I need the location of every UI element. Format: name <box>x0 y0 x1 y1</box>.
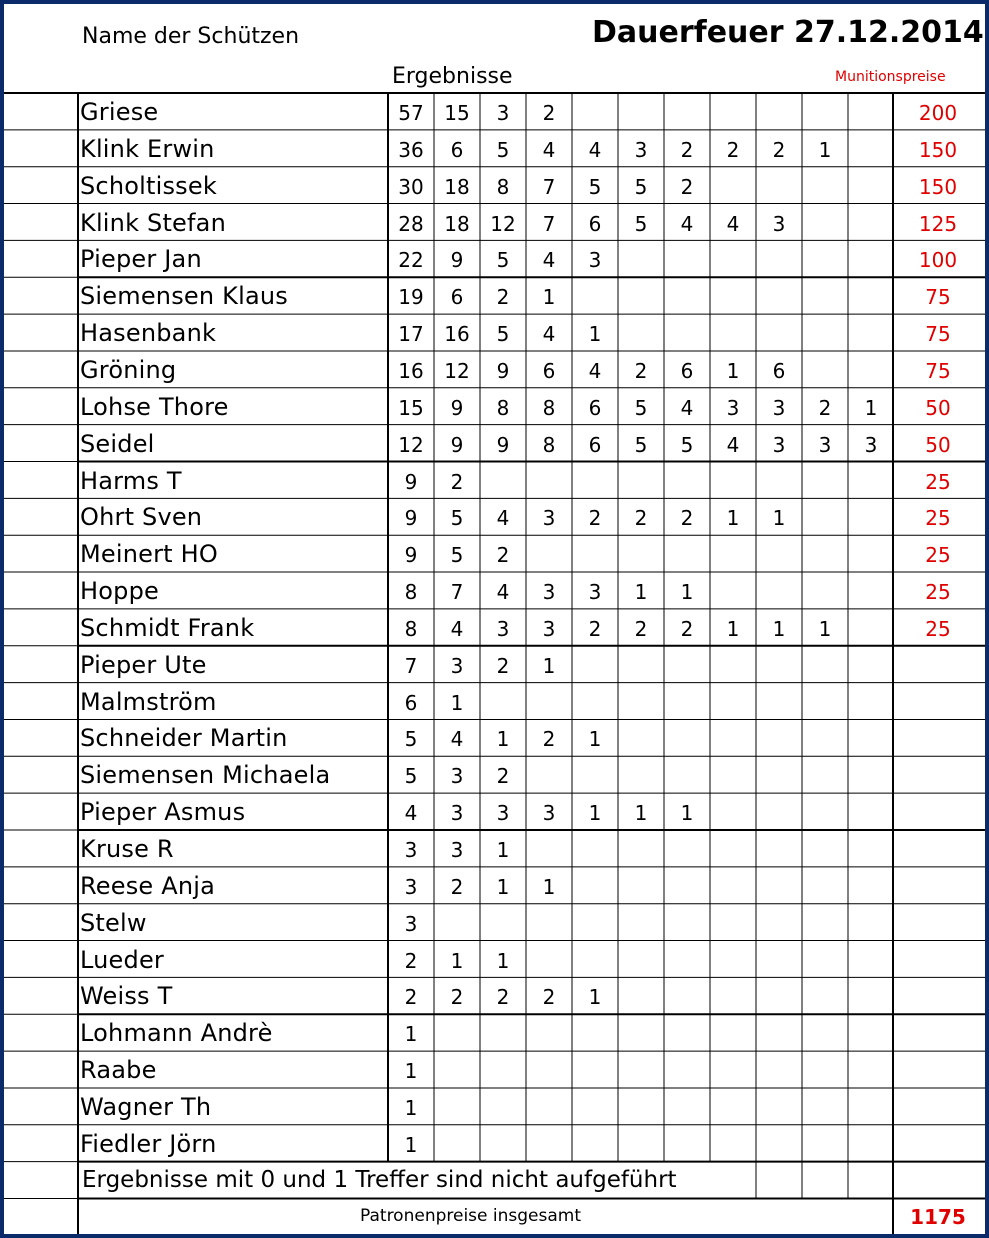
shooter-name: Reese Anja <box>80 871 216 900</box>
score-cell: 3 <box>404 911 418 936</box>
shooter-name: Klink Stefan <box>80 208 226 237</box>
score-cell: 4 <box>496 580 510 605</box>
score-cell: 4 <box>496 506 510 531</box>
score-cell: 2 <box>404 985 418 1010</box>
score-cell: 4 <box>542 137 556 162</box>
score-cell: 8 <box>542 432 556 457</box>
score-cell: 5 <box>496 137 510 162</box>
score-cell: 1 <box>634 580 648 605</box>
score-cell: 1 <box>818 616 832 641</box>
score-cell: 18 <box>444 211 470 236</box>
ammo-price: 75 <box>925 285 951 310</box>
score-cell: 3 <box>450 801 464 826</box>
score-cell: 5 <box>404 764 418 789</box>
total-label: Patronenpreise insgesamt <box>360 1205 582 1226</box>
score-cell: 1 <box>542 285 556 310</box>
score-cell: 4 <box>542 248 556 273</box>
score-cell: 2 <box>818 395 832 420</box>
score-cell: 1 <box>772 616 786 641</box>
score-cell: 5 <box>450 543 464 568</box>
score-cell: 9 <box>496 432 510 457</box>
score-cell: 2 <box>496 985 510 1010</box>
score-cell: 12 <box>444 358 470 383</box>
score-cell: 1 <box>588 801 602 826</box>
shooter-name: Weiss T <box>80 982 173 1011</box>
score-cell: 1 <box>588 985 602 1010</box>
score-cell: 5 <box>634 211 648 236</box>
score-cell: 1 <box>634 801 648 826</box>
score-cell: 16 <box>444 322 470 347</box>
score-cell: 5 <box>588 174 602 199</box>
shooter-name: Pieper Jan <box>80 245 202 274</box>
score-cell: 1 <box>542 874 556 899</box>
shooter-name: Lohmann Andrè <box>80 1019 273 1048</box>
score-cell: 4 <box>450 616 464 641</box>
shooter-name: Schneider Martin <box>80 724 288 753</box>
score-cell: 2 <box>680 137 694 162</box>
score-cell: 3 <box>726 395 740 420</box>
score-cell: 6 <box>542 358 556 383</box>
score-cell: 5 <box>496 248 510 273</box>
score-cell: 1 <box>726 616 740 641</box>
score-cell: 2 <box>496 543 510 568</box>
score-cell: 15 <box>444 101 470 125</box>
shooter-name: Siemensen Klaus <box>80 282 288 311</box>
score-cell: 3 <box>404 874 418 899</box>
score-cell: 36 <box>398 137 424 162</box>
score-cell: 1 <box>404 1022 418 1047</box>
score-cell: 2 <box>542 727 556 752</box>
score-cell: 3 <box>450 764 464 789</box>
ammo-price: 25 <box>925 506 951 531</box>
score-cell: 1 <box>404 1059 418 1084</box>
score-cell: 3 <box>450 653 464 678</box>
score-cell: 9 <box>496 358 510 383</box>
score-cell: 1 <box>588 322 602 347</box>
score-cell: 6 <box>680 358 694 383</box>
score-cell: 1 <box>588 727 602 752</box>
ammo-price: 50 <box>925 395 951 420</box>
ammo-price: 75 <box>925 358 951 383</box>
score-cell: 6 <box>450 285 464 310</box>
score-cell: 3 <box>450 838 464 862</box>
score-cell: 2 <box>450 874 464 899</box>
score-cell: 9 <box>450 432 464 457</box>
shooter-name: Wagner Th <box>80 1092 212 1121</box>
shooter-name: Lueder <box>80 945 164 974</box>
score-cell: 18 <box>444 174 470 199</box>
score-cell: 4 <box>726 432 740 457</box>
score-cell: 1 <box>404 1132 418 1157</box>
ammo-price: 150 <box>918 174 958 199</box>
shooter-name: Malmström <box>80 687 217 716</box>
score-cell: 5 <box>404 727 418 752</box>
score-cell: 5 <box>634 432 648 457</box>
score-cell: 5 <box>496 322 510 347</box>
shooter-name: Hoppe <box>80 577 159 606</box>
score-cell: 22 <box>398 248 424 273</box>
score-cell: 9 <box>450 395 464 420</box>
ammo-price: 25 <box>925 616 951 641</box>
score-cell: 2 <box>772 137 786 162</box>
score-cell: 2 <box>450 985 464 1010</box>
score-cell: 19 <box>398 285 424 310</box>
score-cell: 1 <box>450 690 464 715</box>
score-cell: 12 <box>490 211 516 236</box>
score-cell: 6 <box>450 137 464 162</box>
score-cell: 17 <box>398 322 424 347</box>
shooter-name: Scholtissek <box>80 171 217 200</box>
score-cell: 8 <box>404 616 418 641</box>
shooter-name: Lohse Thore <box>80 392 229 421</box>
score-cell: 8 <box>496 395 510 420</box>
score-cell: 1 <box>680 801 694 826</box>
ammo-price: 50 <box>925 432 951 457</box>
shooter-name: Siemensen Michaela <box>80 761 331 790</box>
ammo-price: 100 <box>918 248 958 273</box>
score-cell: 4 <box>680 395 694 420</box>
total-value: 1175 <box>910 1204 966 1229</box>
score-cell: 7 <box>450 580 464 605</box>
score-cell: 4 <box>726 211 740 236</box>
score-cell: 4 <box>680 211 694 236</box>
score-cell: 1 <box>726 358 740 383</box>
shooter-name: Stelw <box>80 908 147 937</box>
score-cell: 4 <box>450 727 464 752</box>
score-cell: 8 <box>496 174 510 199</box>
page-title: Dauerfeuer 27.12.2014 <box>592 15 984 50</box>
score-cell: 2 <box>542 101 556 125</box>
score-cell: 3 <box>772 211 786 236</box>
score-cell: 3 <box>542 580 556 605</box>
score-cell: 16 <box>398 358 424 383</box>
score-cell: 30 <box>398 174 424 199</box>
score-cell: 2 <box>588 616 602 641</box>
ammo-price: 25 <box>925 580 951 605</box>
score-cell: 2 <box>588 506 602 531</box>
shooter-name: Harms T <box>80 466 182 495</box>
score-cell: 57 <box>398 101 424 125</box>
score-cell: 9 <box>450 248 464 273</box>
score-cell: 5 <box>634 174 648 199</box>
score-cell: 2 <box>404 948 418 973</box>
score-cell: 3 <box>772 432 786 457</box>
score-cell: 9 <box>404 469 418 494</box>
shooter-name: Fiedler Jörn <box>80 1129 217 1158</box>
score-cell: 4 <box>404 801 418 826</box>
score-cell: 3 <box>588 248 602 273</box>
score-cell: 8 <box>404 580 418 605</box>
score-cell: 8 <box>542 395 556 420</box>
shooter-name: Gröning <box>80 355 177 384</box>
shooter-name: Pieper Asmus <box>80 798 246 827</box>
ammo-price: 25 <box>925 543 951 568</box>
results-column-header: Ergebnisse <box>392 64 513 89</box>
score-cell: 2 <box>680 506 694 531</box>
score-cell: 3 <box>772 395 786 420</box>
score-cell: 6 <box>588 211 602 236</box>
score-cell: 28 <box>398 211 424 236</box>
score-cell: 1 <box>496 727 510 752</box>
score-cell: 2 <box>726 137 740 162</box>
shooter-name: Schmidt Frank <box>80 613 255 642</box>
ammo-price-column-header: Munitionspreise <box>835 69 946 85</box>
shooter-name: Hasenbank <box>80 319 217 348</box>
score-cell: 2 <box>450 469 464 494</box>
score-cell: 2 <box>634 506 648 531</box>
score-cell: 3 <box>496 101 510 125</box>
score-cell: 3 <box>404 838 418 862</box>
footer-note: Ergebnisse mit 0 und 1 Treffer sind nicht aufgeführt <box>82 1166 677 1193</box>
score-cell: 15 <box>398 395 424 420</box>
ammo-price: 200 <box>918 101 958 125</box>
score-cell: 5 <box>680 432 694 457</box>
ammo-price: 75 <box>925 322 951 347</box>
score-cell: 2 <box>496 285 510 310</box>
score-cell: 3 <box>542 801 556 826</box>
score-cell: 12 <box>398 432 424 457</box>
score-cell: 3 <box>634 137 648 162</box>
score-cell: 4 <box>542 322 556 347</box>
score-cell: 6 <box>404 690 418 715</box>
ammo-price: 125 <box>918 211 958 236</box>
score-cell: 3 <box>864 432 878 457</box>
score-cell: 4 <box>588 137 602 162</box>
score-cell: 2 <box>496 653 510 678</box>
score-cell: 2 <box>542 985 556 1010</box>
score-cell: 1 <box>496 874 510 899</box>
score-cell: 2 <box>680 616 694 641</box>
shooter-name: Ohrt Sven <box>80 503 203 532</box>
score-cell: 3 <box>588 580 602 605</box>
score-cell: 6 <box>588 432 602 457</box>
score-cell: 3 <box>818 432 832 457</box>
score-cell: 9 <box>404 506 418 531</box>
score-cell: 3 <box>496 801 510 826</box>
score-cell: 1 <box>772 506 786 531</box>
score-cell: 1 <box>680 580 694 605</box>
ammo-price: 150 <box>918 137 958 162</box>
score-cell: 1 <box>726 506 740 531</box>
score-cell: 1 <box>496 948 510 973</box>
score-cell: 1 <box>542 653 556 678</box>
names-column-header: Name der Schützen <box>82 24 300 49</box>
score-cell: 7 <box>542 174 556 199</box>
ammo-price: 25 <box>925 469 951 494</box>
score-cell: 1 <box>404 1095 418 1120</box>
score-cell: 2 <box>496 764 510 789</box>
score-cell: 4 <box>588 358 602 383</box>
score-cell: 1 <box>864 395 878 420</box>
score-cell: 1 <box>450 948 464 973</box>
score-cell: 2 <box>634 358 648 383</box>
score-cell: 7 <box>542 211 556 236</box>
score-cell: 6 <box>588 395 602 420</box>
score-cell: 2 <box>634 616 648 641</box>
shooter-name: Meinert HO <box>80 540 218 569</box>
shooter-name: Seidel <box>80 429 155 458</box>
shooter-name: Pieper Ute <box>80 650 207 679</box>
score-cell: 3 <box>542 506 556 531</box>
score-cell: 1 <box>818 137 832 162</box>
score-cell: 5 <box>450 506 464 531</box>
score-cell: 2 <box>680 174 694 199</box>
score-cell: 6 <box>772 358 786 383</box>
score-cell: 3 <box>496 616 510 641</box>
shooter-name: Raabe <box>80 1056 157 1085</box>
score-cell: 9 <box>404 543 418 568</box>
shooter-name: Kruse R <box>80 835 174 863</box>
shooter-name: Klink Erwin <box>80 134 215 163</box>
score-cell: 7 <box>404 653 418 678</box>
score-cell: 1 <box>496 838 510 862</box>
shooter-name: Griese <box>80 98 159 126</box>
score-cell: 3 <box>542 616 556 641</box>
score-cell: 5 <box>634 395 648 420</box>
